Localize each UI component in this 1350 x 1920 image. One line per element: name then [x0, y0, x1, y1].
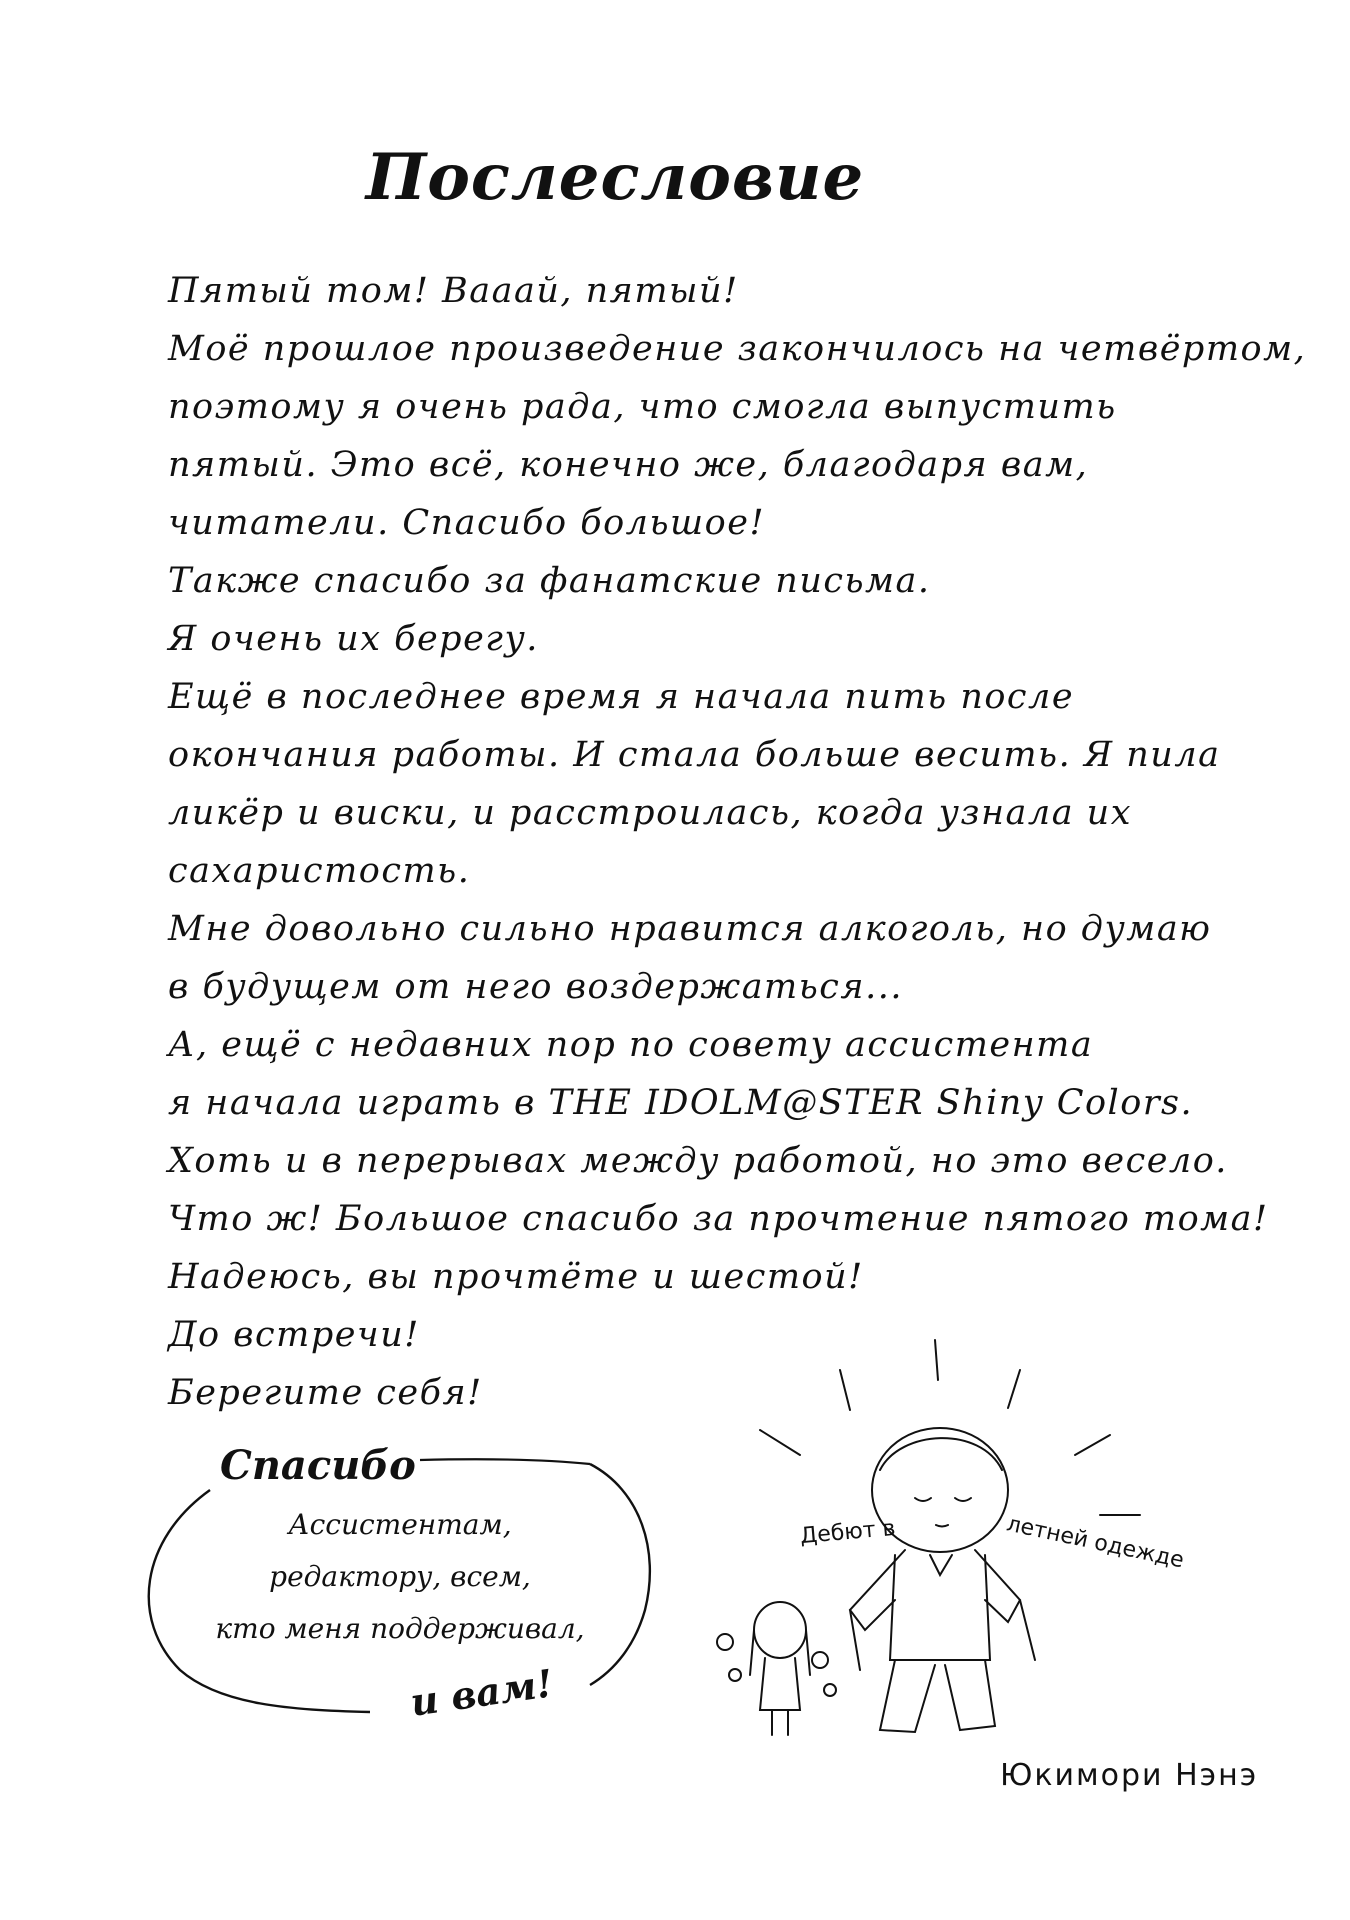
text-line: я начала играть в THE IDOLM@STER Shiny Colors. — [168, 1083, 1194, 1123]
text-line: Также спасибо за фанатские письма. — [168, 561, 931, 601]
text-line: А, ещё с недавних пор по совету ассистента — [168, 1025, 1094, 1065]
illustration-caption: Дебют в — [799, 1515, 897, 1550]
text-line: сахаристость. — [168, 851, 471, 891]
text-line: Берегите себя! — [168, 1373, 483, 1413]
text-line: Я очень их берегу. — [168, 619, 539, 659]
thanks-line: Ассистентам, — [288, 1508, 512, 1541]
text-line: Что ж! Большое спасибо за прочтение пятого тома! — [168, 1199, 1269, 1239]
author-signature: Юкимори Нэнэ — [1000, 1758, 1259, 1793]
text-line: Хоть и в перерывах между работой, но это весело. — [168, 1141, 1228, 1181]
text-line: окончания работы. И стала больше весить. Я пила — [168, 735, 1221, 775]
text-line: ликёр и виски, и расстроилась, когда узнала их — [168, 793, 1132, 833]
text-line: поэтому я очень рада, что смогла выпустить — [168, 387, 1117, 427]
text-line: Надеюсь, вы прочтёте и шестой! — [168, 1257, 864, 1297]
afterword-text — [168, 262, 1307, 1422]
text-line: До встречи! — [168, 1315, 420, 1355]
thanks-line: редактору, всем, — [269, 1560, 531, 1593]
illustration-caption: летней одежде — [1004, 1511, 1187, 1574]
chibi-illustration — [690, 1330, 1250, 1750]
text-line: пятый. Это всё, конечно же, благодаря вам, — [168, 445, 1089, 485]
thanks-heading: Спасибо — [220, 1442, 416, 1489]
character-drawing — [690, 1330, 1250, 1750]
thanks-closing: и вам! — [407, 1660, 556, 1725]
text-line: читатели. Спасибо большое! — [168, 503, 766, 543]
text-line: Мне довольно сильно нравится алкоголь, но думаю — [168, 909, 1212, 949]
thanks-line: кто меня поддерживал, — [215, 1612, 585, 1645]
text-line: Ещё в последнее время я начала пить после — [168, 677, 1075, 717]
page-title: Послесловие — [365, 140, 865, 215]
text-line: в будущем от него воздержаться... — [168, 967, 903, 1007]
text-line: Моё прошлое произведение закончилось на четвёртом, — [168, 329, 1307, 369]
text-line: Пятый том! Вааай, пятый! — [168, 271, 739, 311]
thanks-bubble — [120, 1430, 680, 1730]
